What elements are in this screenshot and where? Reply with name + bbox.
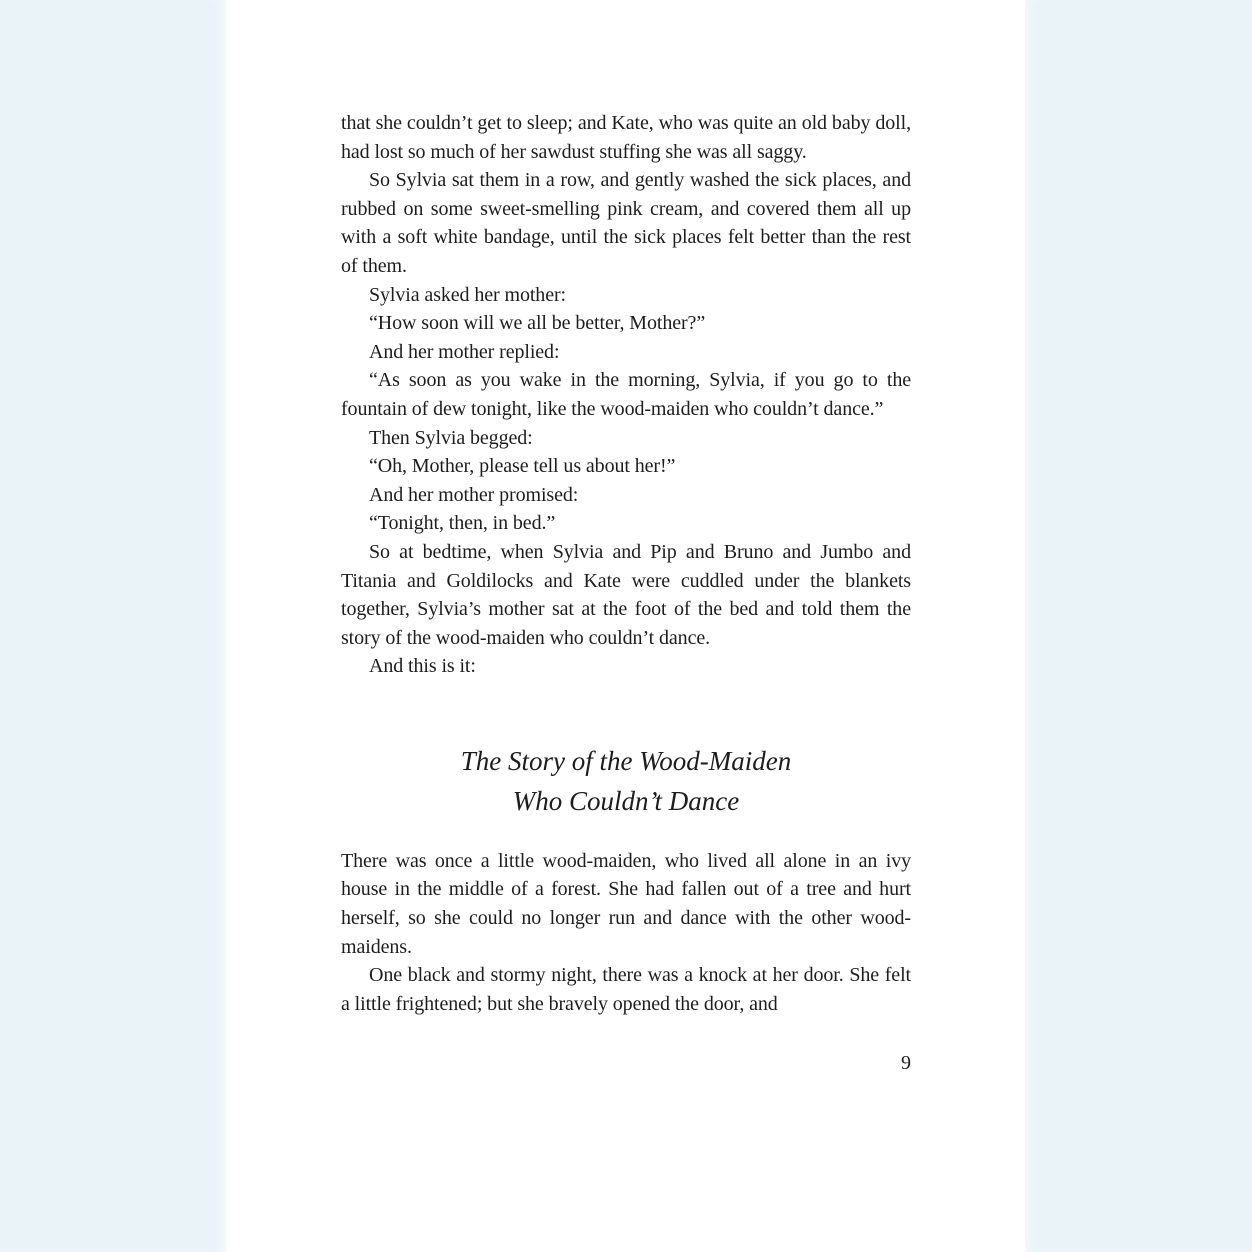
story-paragraph: “Tonight, then, in bed.”: [369, 512, 556, 535]
story-title: [341, 741, 911, 821]
story-paragraph: “Oh, Mother, please tell us about her!”: [369, 455, 676, 478]
story-paragraph: One black and stormy night, there was a knock at her door. She felt a little frightened; but she bravely opened the door, and: [341, 964, 911, 1015]
story-paragraph: Then Sylvia begged:: [369, 426, 533, 449]
story-paragraph: And her mother promised:: [369, 483, 579, 506]
story-paragraph: So at bedtime, when Sylvia and Pip and Bruno and Jumbo and Titania and Goldilocks and Kate were cuddled under the blankets together, Sylvia’s mother sat at the foot of the bed and told them the story of the wood-maiden who couldn’t dance.: [341, 540, 911, 649]
left-margin-background: [0, 0, 226, 1252]
story-paragraph: that she couldn’t get to sleep; and Kate, who was quite an old baby doll, had lost so much of her sawdust stuffing she was all saggy.: [341, 112, 911, 163]
story-paragraph: And her mother replied:: [369, 340, 560, 363]
story-paragraph: Sylvia asked her mother:: [369, 283, 566, 306]
story-paragraph: So Sylvia sat them in a row, and gently washed the sick places, and rubbed on some sweet-smelling pink cream, and covered them all up with a soft white bandage, until the sick places felt better than the rest of them.: [341, 169, 911, 277]
page-text-block: [341, 109, 911, 1078]
story-title-line-2: Who Couldn’t Dance: [512, 785, 740, 816]
story-paragraph: “As soon as you wake in the morning, Sylvia, if you go to the fountain of dew tonight, like the wood-maiden who couldn’t dance.”: [341, 369, 911, 420]
right-margin-background: [1025, 0, 1252, 1252]
story-paragraph: And this is it:: [369, 655, 476, 678]
story-paragraph: “How soon will we all be better, Mother?”: [369, 312, 706, 335]
book-page: [226, 0, 1025, 1252]
page-number: 9: [901, 1052, 911, 1075]
story-paragraph: There was once a little wood-maiden, who lived all alone in an ivy house in the middle of a forest. She had fallen out of a tree and hurt herself, so she could no longer run and dance with the other wood-maidens.: [341, 849, 911, 958]
story-title-line-1: The Story of the Wood-Maiden: [460, 745, 792, 776]
